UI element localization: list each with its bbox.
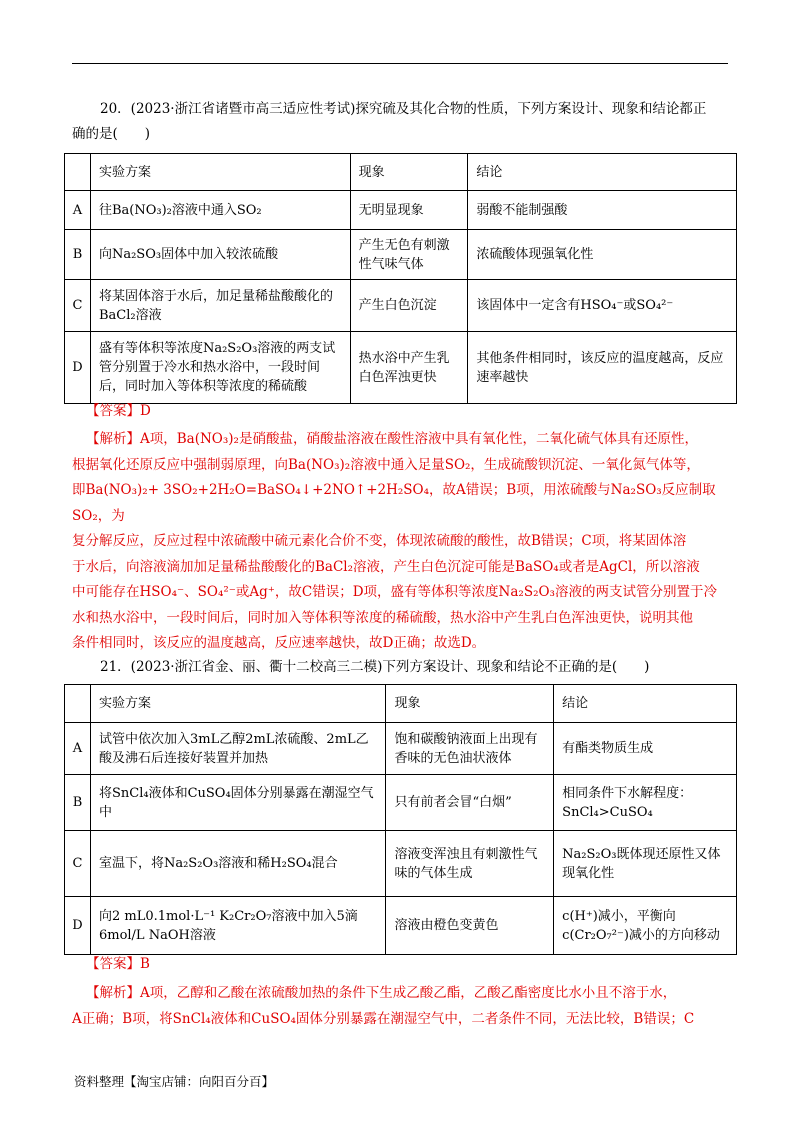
analysis-line: 【解析】A项，乙醇和乙酸在浓硫酸加热的条件下生成乙酸乙酯，乙酸乙酯密度比水小且不溶于水， (86, 985, 677, 1001)
header-conclusion: 结论 (554, 685, 737, 723)
question-20-stem (72, 97, 732, 147)
table-header-row (65, 685, 737, 723)
plan-cell: 室温下，将Na₂S₂O₃溶液和稀H₂SO₄混合 (90, 831, 386, 897)
row-label: A (65, 723, 91, 775)
question-21-answer: 【答案】B (86, 956, 150, 972)
plan-cell: 向2 mL0.1mol·L⁻¹ K₂Cr₂O₇溶液中加入5滴6mol/L NaOH溶液 (90, 897, 386, 955)
row-label: D (65, 332, 91, 404)
question-21-analysis (72, 981, 732, 1032)
plan-cell: 将某固体溶于水后，加足量稀盐酸酸化的BaCl₂溶液 (90, 280, 350, 332)
phenomenon-cell: 产生无色有刺激性气味气体 (350, 230, 468, 280)
row-label: B (65, 230, 91, 280)
header-phenomenon: 现象 (350, 154, 468, 191)
plan-cell: 将SnCl₄液体和CuSO₄固体分别暴露在潮湿空气中 (90, 775, 386, 831)
analysis-line: 【解析】A项，Ba(NO₃)₂是硝酸盐，硝酸盐溶液在酸性溶液中具有氧化性，二氧化硫气体具有还原性， (86, 431, 698, 447)
question-20-answer: 【答案】D (86, 403, 151, 419)
conclusion-cell: c(H⁺)减小，平衡向c(Cr₂O₇²⁻)减小的方向移动 (554, 897, 737, 955)
phenomenon-cell: 溶液由橙色变黄色 (386, 897, 554, 955)
row-label: D (65, 897, 91, 955)
conclusion-cell: 弱酸不能制强酸 (468, 191, 737, 230)
phenomenon-cell: 只有前者会冒“白烟” (386, 775, 554, 831)
question-20-table (64, 153, 737, 404)
question-20-analysis (72, 427, 732, 657)
header-blank (65, 685, 91, 723)
conclusion-cell: 该固体中一定含有HSO₄⁻或SO₄²⁻ (468, 280, 737, 332)
analysis-line: 于水后，向溶液滴加加足量稀盐酸酸化的BaCl₂溶液，产生白色沉淀可能是BaSO₄或者是AgCl，所以溶液 (72, 558, 700, 575)
analysis-line: 复分解反应，反应过程中浓硫酸中硫元素化合价不变，体现浓硫酸的酸性，故B错误；C项，将某固体溶 (72, 533, 687, 549)
header-blank (65, 154, 91, 191)
phenomenon-cell: 无明显现象 (350, 191, 468, 230)
phenomenon-cell: 溶液变浑浊且有刺激性气味的气体生成 (386, 831, 554, 897)
analysis-line: 水和热水浴中，一段时间后，同时加入等体积等浓度的稀硫酸，热水浴中产生乳白色浑浊更快，说明其他 (72, 609, 693, 626)
conclusion-cell: 浓硫酸体现强氧化性 (468, 230, 737, 280)
question-20-line2: 确的是( ) (72, 126, 151, 142)
conclusion-cell: 有酯类物质生成 (554, 723, 737, 775)
row-label: C (65, 831, 91, 897)
phenomenon-cell: 饱和碳酸钠液面上出现有香味的无色油状液体 (386, 723, 554, 775)
header-plan: 实验方案 (90, 154, 350, 191)
conclusion-cell: 其他条件相同时，该反应的温度越高，反应速率越快 (468, 332, 737, 404)
table-row (65, 230, 737, 280)
table-header-row (65, 154, 737, 191)
question-21-stem (72, 655, 732, 680)
table-row (65, 897, 737, 955)
table-row (65, 280, 737, 332)
header-plan: 实验方案 (90, 685, 386, 723)
analysis-line: 中可能存在HSO₄⁻、SO₄²⁻或Ag⁺，故C错误；D项，盛有等体积等浓度Na₂S₂O₃溶液的两支试管分别置于冷 (72, 584, 717, 600)
table-row (65, 332, 737, 404)
row-label: A (65, 191, 91, 230)
plan-cell: 盛有等体积等浓度Na₂S₂O₃溶液的两支试管分别置于冷水和热水浴中，一段时间后，同时加入等体积等浓度的稀硫酸 (90, 332, 350, 404)
table-row (65, 191, 737, 230)
table-row (65, 775, 737, 831)
question-21-table (64, 684, 737, 955)
header-phenomenon: 现象 (386, 685, 554, 723)
conclusion-cell: Na₂S₂O₃既体现还原性又体现氧化性 (554, 831, 737, 897)
header-conclusion: 结论 (468, 154, 737, 191)
analysis-line: 条件相同时，该反应的温度越高，反应速率越快，故D正确；故选D。 (72, 635, 486, 651)
plan-cell: 向Na₂SO₃固体中加入较浓硫酸 (90, 230, 350, 280)
plan-cell: 试管中依次加入3mL乙醇2mL浓硫酸、2mL乙酸及沸石后连接好装置并加热 (90, 723, 386, 775)
analysis-line: 根据氧化还原反应中强制弱原理，向Ba(NO₃)₂溶液中通入足量SO₂，生成硫酸钡沉淀、一氧化氮气体等， (72, 456, 700, 473)
phenomenon-cell: 产生白色沉淀 (350, 280, 468, 332)
plan-cell: 往Ba(NO₃)₂溶液中通入SO₂ (90, 191, 350, 230)
phenomenon-cell: 热水浴中产生乳白色浑浊更快 (350, 332, 468, 404)
row-label: C (65, 280, 91, 332)
row-label: B (65, 775, 91, 831)
conclusion-cell: 相同条件下水解程度：SnCl₄>CuSO₄ (554, 775, 737, 831)
analysis-line: A正确；B项，将SnCl₄液体和CuSO₄固体分别暴露在潮湿空气中，二者条件不同，无法比较，B错误；C (72, 1010, 695, 1027)
question-21-line1: 21．(2023·浙江省金、丽、衢十二校高三二模)下列方案设计、现象和结论不正确的是( ) (100, 659, 650, 675)
footer-source: 资料整理【淘宝店铺：向阳百分百】 (74, 1074, 275, 1089)
header-rule (72, 63, 728, 64)
table-row (65, 831, 737, 897)
table-row (65, 723, 737, 775)
analysis-line: 即Ba(NO₃)₂+ 3SO₂+2H₂O=BaSO₄↓+2NO↑+2H₂SO₄，故A错误；B项，用浓硫酸与Na₂SO₃反应制取SO₂，为 (72, 482, 716, 524)
question-20-line1: 20．(2023·浙江省诸暨市高三适应性考试)探究硫及其化合物的性质，下列方案设计、现象和结论都正 (100, 101, 707, 117)
